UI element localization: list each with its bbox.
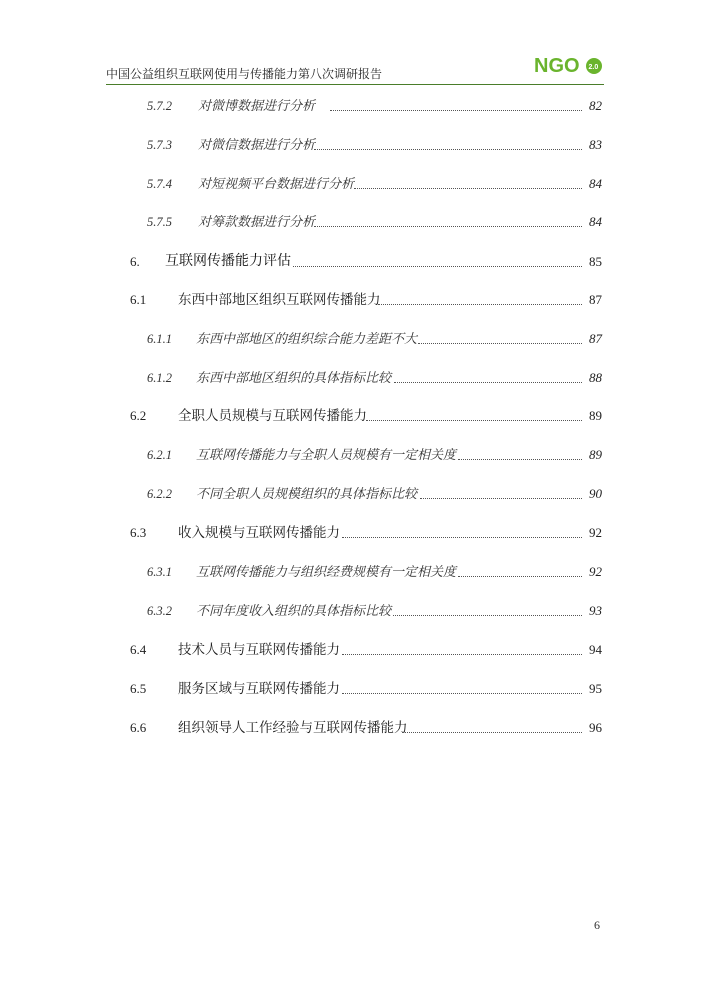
toc-number: 6.6 bbox=[130, 720, 147, 735]
logo-wordmark: NGO bbox=[534, 55, 580, 77]
toc-number: 6.3 bbox=[130, 525, 147, 540]
toc-title: 互联网传播能力与组织经费规模有一定相关度 bbox=[196, 565, 457, 580]
toc-leader bbox=[330, 110, 582, 111]
toc-entry[interactable] bbox=[130, 406, 602, 426]
toc-title: 全职人员规模与互联网传播能力 bbox=[178, 408, 367, 424]
toc-number: 6.4 bbox=[130, 642, 147, 657]
toc-leader bbox=[420, 498, 582, 499]
toc-entry[interactable] bbox=[147, 174, 602, 194]
toc-number: 6.2.2 bbox=[147, 487, 172, 501]
toc-page: 94 bbox=[589, 642, 602, 657]
toc-page: 87 bbox=[589, 331, 602, 346]
toc-page: 92 bbox=[589, 564, 602, 579]
toc-leader bbox=[354, 188, 582, 189]
header-divider bbox=[106, 84, 604, 85]
toc-leader bbox=[402, 732, 582, 733]
toc-page: 83 bbox=[589, 137, 602, 152]
toc-number: 6.3.1 bbox=[147, 565, 172, 579]
toc-leader bbox=[314, 226, 582, 227]
logo-version: 2.0 bbox=[588, 64, 599, 71]
toc-title: 组织领导人工作经验与互联网传播能力 bbox=[178, 720, 408, 736]
toc-entry[interactable] bbox=[147, 212, 602, 232]
toc-page: 88 bbox=[589, 370, 602, 385]
toc-number: 6.1.1 bbox=[147, 332, 172, 346]
toc-title: 不同年度收入组织的具体指标比较 bbox=[196, 604, 392, 619]
ngo-logo bbox=[534, 52, 606, 78]
toc-entry[interactable] bbox=[147, 601, 602, 621]
toc-entry[interactable] bbox=[147, 329, 602, 349]
toc-number: 6.1.2 bbox=[147, 371, 172, 385]
page-header bbox=[106, 52, 606, 88]
toc-number: 5.7.4 bbox=[147, 177, 172, 191]
toc-leader bbox=[314, 149, 582, 150]
toc-title: 技术人员与互联网传播能力 bbox=[178, 642, 340, 658]
toc-page: 89 bbox=[589, 408, 602, 423]
toc-entry[interactable] bbox=[147, 368, 602, 388]
toc-page: 90 bbox=[589, 486, 602, 501]
toc-page: 89 bbox=[589, 447, 602, 462]
toc-leader bbox=[458, 576, 582, 577]
toc-number: 6.1 bbox=[130, 292, 147, 307]
toc-leader bbox=[393, 615, 582, 616]
toc-entry[interactable] bbox=[147, 445, 602, 465]
toc-page: 96 bbox=[589, 720, 602, 735]
toc-page: 87 bbox=[589, 292, 602, 307]
toc-title: 互联网传播能力评估 bbox=[165, 253, 291, 269]
toc-leader bbox=[378, 304, 582, 305]
toc-leader bbox=[394, 382, 582, 383]
toc-entry[interactable] bbox=[147, 135, 602, 155]
toc-number: 5.7.3 bbox=[147, 138, 172, 152]
toc-leader bbox=[342, 537, 582, 538]
toc-entry[interactable] bbox=[147, 96, 602, 116]
toc-title: 对短视频平台数据进行分析 bbox=[198, 177, 355, 192]
toc-title: 东西中部地区组织互联网传播能力 bbox=[178, 292, 381, 308]
toc-leader bbox=[366, 420, 582, 421]
toc-title: 对筹款数据进行分析 bbox=[198, 215, 316, 230]
toc-title: 东西中部地区的组织综合能力差距不大 bbox=[196, 332, 418, 347]
toc-entry[interactable] bbox=[130, 290, 602, 310]
toc-title: 东西中部地区组织的具体指标比较 bbox=[196, 371, 392, 386]
toc-page: 93 bbox=[589, 603, 602, 618]
toc-leader bbox=[342, 693, 582, 694]
toc-title: 不同全职人员规模组织的具体指标比较 bbox=[196, 487, 418, 502]
toc-title: 对微信数据进行分析 bbox=[198, 138, 316, 153]
toc-entry[interactable] bbox=[130, 718, 602, 738]
toc-number: 6.2 bbox=[130, 408, 147, 423]
toc-page: 84 bbox=[589, 176, 602, 191]
toc-number: 6.2.1 bbox=[147, 448, 172, 462]
toc-leader bbox=[293, 266, 582, 267]
toc-leader bbox=[458, 459, 582, 460]
toc-entry[interactable] bbox=[130, 640, 602, 660]
report-title: 中国公益组织互联网使用与传播能力第八次调研报告 bbox=[106, 67, 383, 81]
toc-title: 互联网传播能力与全职人员规模有一定相关度 bbox=[196, 448, 457, 463]
toc-page: 95 bbox=[589, 681, 602, 696]
page-number: 6 bbox=[594, 918, 600, 932]
toc-entry[interactable] bbox=[130, 523, 602, 543]
toc-page: 92 bbox=[589, 525, 602, 540]
toc-page: 82 bbox=[589, 98, 602, 113]
toc-number: 6. bbox=[130, 254, 140, 269]
toc-number: 5.7.5 bbox=[147, 215, 172, 229]
toc-number: 5.7.2 bbox=[147, 99, 172, 113]
toc-number: 6.3.2 bbox=[147, 604, 172, 618]
toc-page: 85 bbox=[589, 254, 602, 269]
toc-title: 服务区域与互联网传播能力 bbox=[178, 681, 340, 697]
toc-leader bbox=[418, 343, 582, 344]
toc-leader bbox=[342, 654, 582, 655]
toc-page: 84 bbox=[589, 214, 602, 229]
toc-entry[interactable] bbox=[130, 252, 602, 272]
toc-title: 对微博数据进行分析 bbox=[198, 99, 316, 114]
toc-number: 6.5 bbox=[130, 681, 147, 696]
toc-title: 收入规模与互联网传播能力 bbox=[178, 525, 340, 541]
toc-entry[interactable] bbox=[130, 679, 602, 699]
toc-entry[interactable] bbox=[147, 484, 602, 504]
toc-entry[interactable] bbox=[147, 562, 602, 582]
